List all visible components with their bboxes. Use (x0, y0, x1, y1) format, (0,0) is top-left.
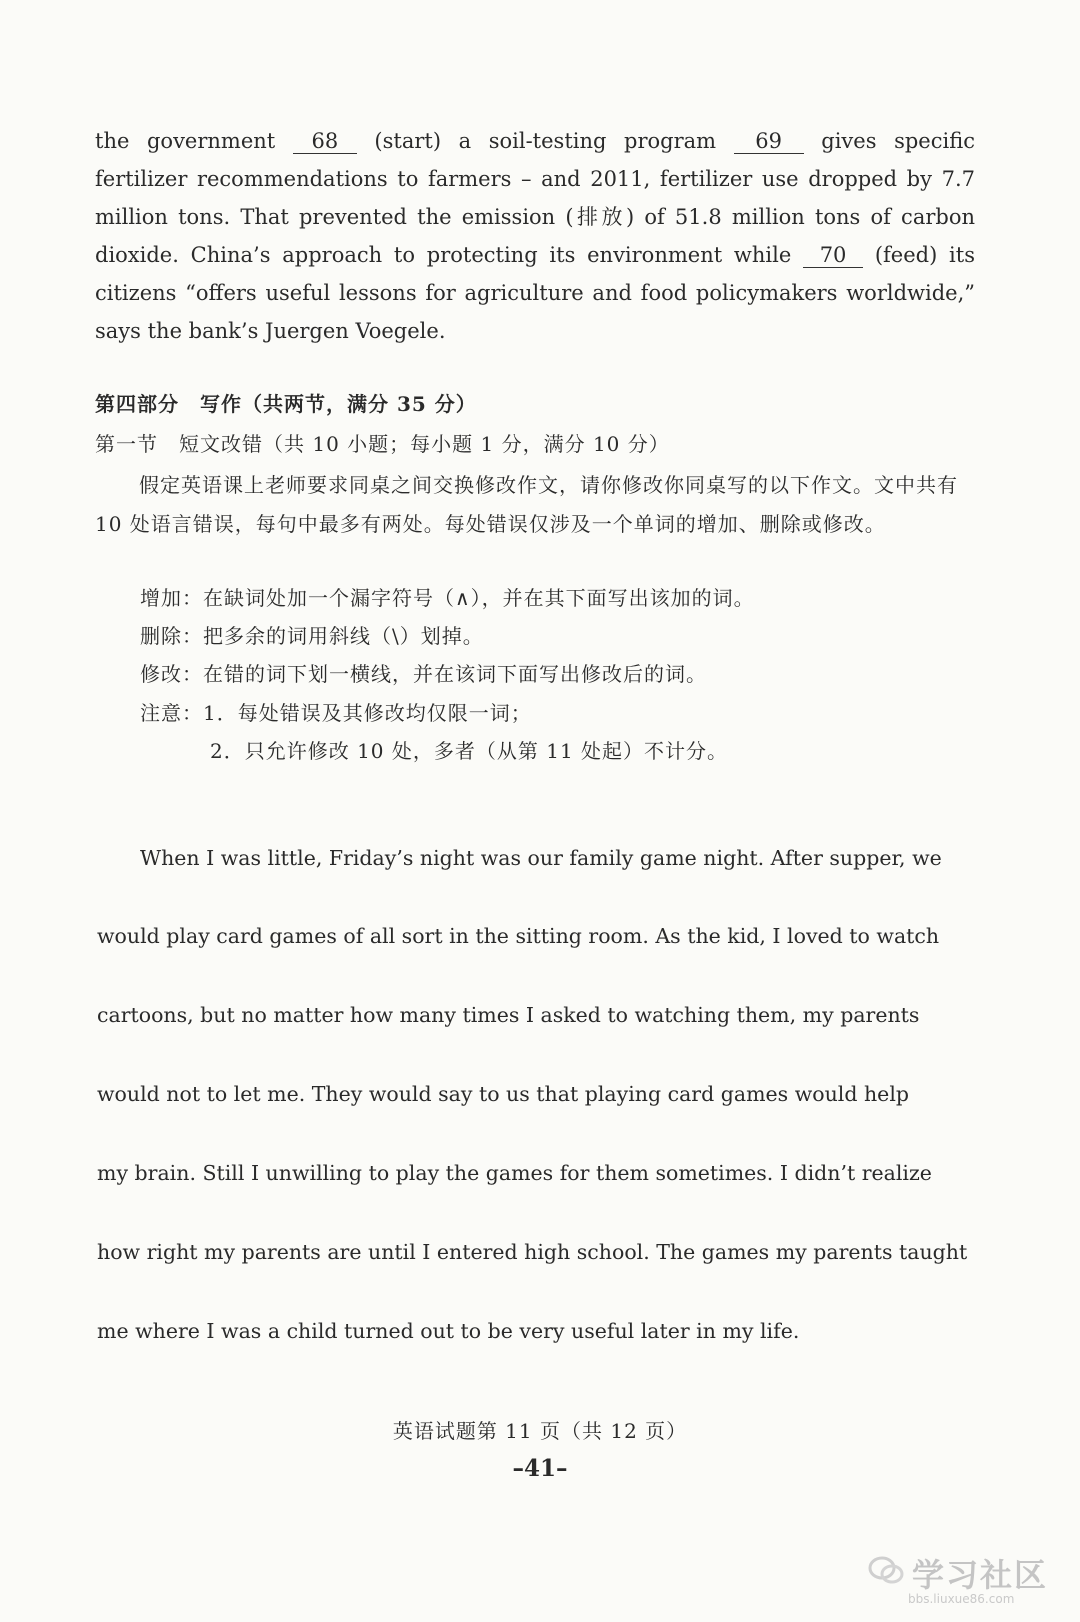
passage-text-1: the government (95, 129, 293, 153)
essay-line: would not to let me. They would say to us that playing card games would help (97, 1082, 909, 1106)
section-title: 第四部分 写作（共两节，满分 35 分） (95, 392, 477, 416)
instructions: 假定英语课上老师要求同桌之间交换修改作文，请你修改你同桌写的以下作文。文中共有 10 处语言错误，每句中最多有两处。每处错误仅涉及一个单词的增加、删除或修改。 (95, 473, 958, 536)
watermark (868, 1546, 1058, 1614)
essay-line: my brain. Still I unwilling to play the games for them sometimes. I didn’t realize (97, 1161, 932, 1185)
essay-line: cartoons, but no matter how many times I asked to watching them, my parents (97, 1003, 920, 1027)
page-number: –41– (512, 1455, 568, 1482)
passage-text-2: (start) a soil-testing program (356, 129, 734, 153)
watermark-text: 学习社区 (912, 1556, 1049, 1594)
passage-text-4: (feed) its citizens “offers useful lessons for agriculture and food policymakers worldwide,” says the bank’s Juergen Voegele. (95, 243, 975, 343)
reading-passage (95, 122, 975, 350)
chat-bubble-icon (868, 1554, 904, 1595)
essay-line: would play card games of all sort in the sitting room. As the kid, I loved to watch (97, 924, 940, 948)
essay-line: me where I was a child turned out to be very useful later in my life. (97, 1319, 800, 1343)
essay-line: how right my parents are until I entered high school. The games my parents taught (97, 1240, 968, 1264)
rule-note-1: 注意：1．每处错误及其修改均仅限一词； (140, 701, 532, 725)
watermark-url: bbs.liuxue86.com (908, 1592, 1015, 1606)
blank-68: 68 (293, 129, 357, 154)
rule-add: 增加：在缺词处加一个漏字符号（∧），并在其下面写出该加的词。 (140, 586, 755, 610)
rule-delete: 删除：把多余的词用斜线（\）划掉。 (140, 624, 484, 648)
page-footer-label: 英语试题第 11 页（共 12 页） (392, 1419, 688, 1443)
rule-note-2: 2．只允许修改 10 处，多者（从第 11 处起）不计分。 (210, 739, 729, 763)
rule-modify: 修改：在错的词下划一横线，并在该词下面写出修改后的词。 (140, 662, 707, 686)
passage-text-3: gives specific fertilizer recommendations to farmers – and 2011, fertilizer use dropped by 7.7 million tons. That prevented the emission (排放) of 51.8 million tons of carbon dioxide. China’s approach to protecting its environment while (95, 129, 975, 267)
blank-69: 69 (734, 129, 804, 154)
blank-70: 70 (803, 243, 863, 268)
essay-line: When I was little, Friday’s night was our family game night. After supper, we (140, 846, 942, 870)
section-subtitle: 第一节 短文改错（共 10 小题；每小题 1 分，满分 10 分） (95, 432, 670, 456)
